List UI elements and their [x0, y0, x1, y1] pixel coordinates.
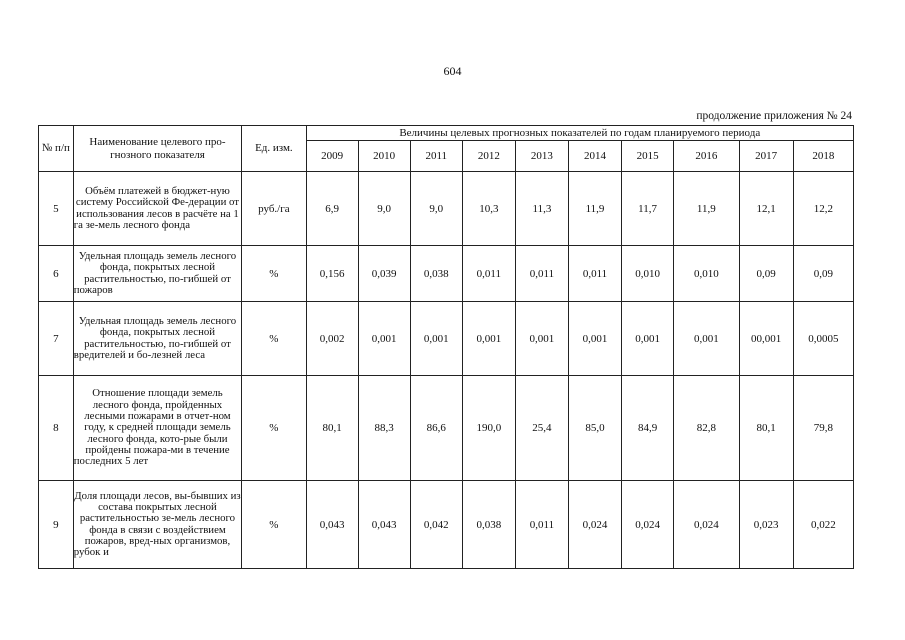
value-cell: 0,156	[306, 246, 358, 302]
header-unit: Ед. изм.	[242, 126, 306, 172]
value-cell: 0,011	[515, 481, 568, 569]
value-cell: 25,4	[515, 376, 568, 481]
table-row	[39, 302, 854, 376]
header-row-number: № п/п	[39, 126, 74, 172]
value-cell: 0,011	[462, 246, 515, 302]
row-number: 5	[39, 172, 74, 246]
value-cell: 80,1	[306, 376, 358, 481]
table-row	[39, 246, 854, 302]
value-cell: 0,010	[622, 246, 674, 302]
indicator-name: Доля площади лесов, вы-бывших из состава покрытых лесной растительностью зе-мель лесного фонда в связи с воздействием пожаров, вред-ных организмов, рубок и	[73, 481, 242, 569]
value-cell: 11,9	[568, 172, 621, 246]
table-row	[39, 172, 854, 246]
value-cell: 0,010	[674, 246, 739, 302]
value-cell: 0,024	[622, 481, 674, 569]
value-cell: 0,001	[515, 302, 568, 376]
header-year: 2016	[674, 141, 739, 172]
value-cell: 86,6	[410, 376, 462, 481]
value-cell: 82,8	[674, 376, 739, 481]
unit-cell: %	[242, 481, 306, 569]
continuation-note: продолжение приложения № 24	[696, 110, 852, 122]
value-cell: 00,001	[739, 302, 793, 376]
value-cell: 12,2	[793, 172, 853, 246]
row-number: 6	[39, 246, 74, 302]
value-cell: 9,0	[410, 172, 462, 246]
value-cell: 0,011	[515, 246, 568, 302]
forecast-indicators-table	[38, 125, 854, 569]
value-cell: 0,038	[410, 246, 462, 302]
value-cell: 11,3	[515, 172, 568, 246]
value-cell: 0,09	[793, 246, 853, 302]
value-cell: 10,3	[462, 172, 515, 246]
unit-cell: руб./га	[242, 172, 306, 246]
value-cell: 0,038	[462, 481, 515, 569]
indicator-name: Объём платежей в бюджет-ную систему Российской Фе-дерации от использования лесов в расчёте на 1 га зе-мель лесного фонда	[73, 172, 242, 246]
value-cell: 11,7	[622, 172, 674, 246]
header-indicator-name: Наименование целевого про-гнозного показателя	[73, 126, 242, 172]
value-cell: 0,043	[358, 481, 410, 569]
value-cell: 0,039	[358, 246, 410, 302]
value-cell: 12,1	[739, 172, 793, 246]
header-year: 2012	[462, 141, 515, 172]
header-year: 2013	[515, 141, 568, 172]
value-cell: 11,9	[674, 172, 739, 246]
value-cell: 0,09	[739, 246, 793, 302]
header-year: 2015	[622, 141, 674, 172]
value-cell: 6,9	[306, 172, 358, 246]
value-cell: 190,0	[462, 376, 515, 481]
value-cell: 0,011	[568, 246, 621, 302]
table-row	[39, 481, 854, 569]
unit-cell: %	[242, 302, 306, 376]
value-cell: 0,042	[410, 481, 462, 569]
value-cell: 0,001	[568, 302, 621, 376]
indicator-name: Удельная площадь земель лесного фонда, покрытых лесной растительностью, по-гибшей от вредителей и бо-лезней леса	[73, 302, 242, 376]
row-number: 8	[39, 376, 74, 481]
value-cell: 79,8	[793, 376, 853, 481]
value-cell: 85,0	[568, 376, 621, 481]
header-year: 2010	[358, 141, 410, 172]
value-cell: 84,9	[622, 376, 674, 481]
value-cell: 0,022	[793, 481, 853, 569]
value-cell: 0,001	[358, 302, 410, 376]
row-number: 7	[39, 302, 74, 376]
value-cell: 9,0	[358, 172, 410, 246]
value-cell: 0,043	[306, 481, 358, 569]
value-cell: 0,001	[622, 302, 674, 376]
table-row	[39, 376, 854, 481]
value-cell: 0,001	[410, 302, 462, 376]
header-year: 2018	[793, 141, 853, 172]
header-year: 2011	[410, 141, 462, 172]
header-year: 2014	[568, 141, 621, 172]
page-number: 604	[443, 64, 462, 78]
value-cell: 0,024	[674, 481, 739, 569]
value-cell: 80,1	[739, 376, 793, 481]
indicator-name: Отношение площади земель лесного фонда, пройденных лесными пожарами в отчет-ном году, к средней площади земель лесного фонда, кото-рые были пройдены пожара-ми в течение последних 5 лет	[73, 376, 242, 481]
header-values-group: Величины целевых прогнозных показателей по годам планируемого периода	[306, 126, 853, 141]
row-number: 9	[39, 481, 74, 569]
indicator-name: Удельная площадь земель лесного фонда, покрытых лесной растительностью, по-гибшей от пожаров	[73, 246, 242, 302]
header-year: 2017	[739, 141, 793, 172]
value-cell: 0,001	[674, 302, 739, 376]
value-cell: 0,001	[462, 302, 515, 376]
unit-cell: %	[242, 246, 306, 302]
value-cell: 88,3	[358, 376, 410, 481]
value-cell: 0,0005	[793, 302, 853, 376]
unit-cell: %	[242, 376, 306, 481]
value-cell: 0,023	[739, 481, 793, 569]
value-cell: 0,002	[306, 302, 358, 376]
header-year: 2009	[306, 141, 358, 172]
value-cell: 0,024	[568, 481, 621, 569]
